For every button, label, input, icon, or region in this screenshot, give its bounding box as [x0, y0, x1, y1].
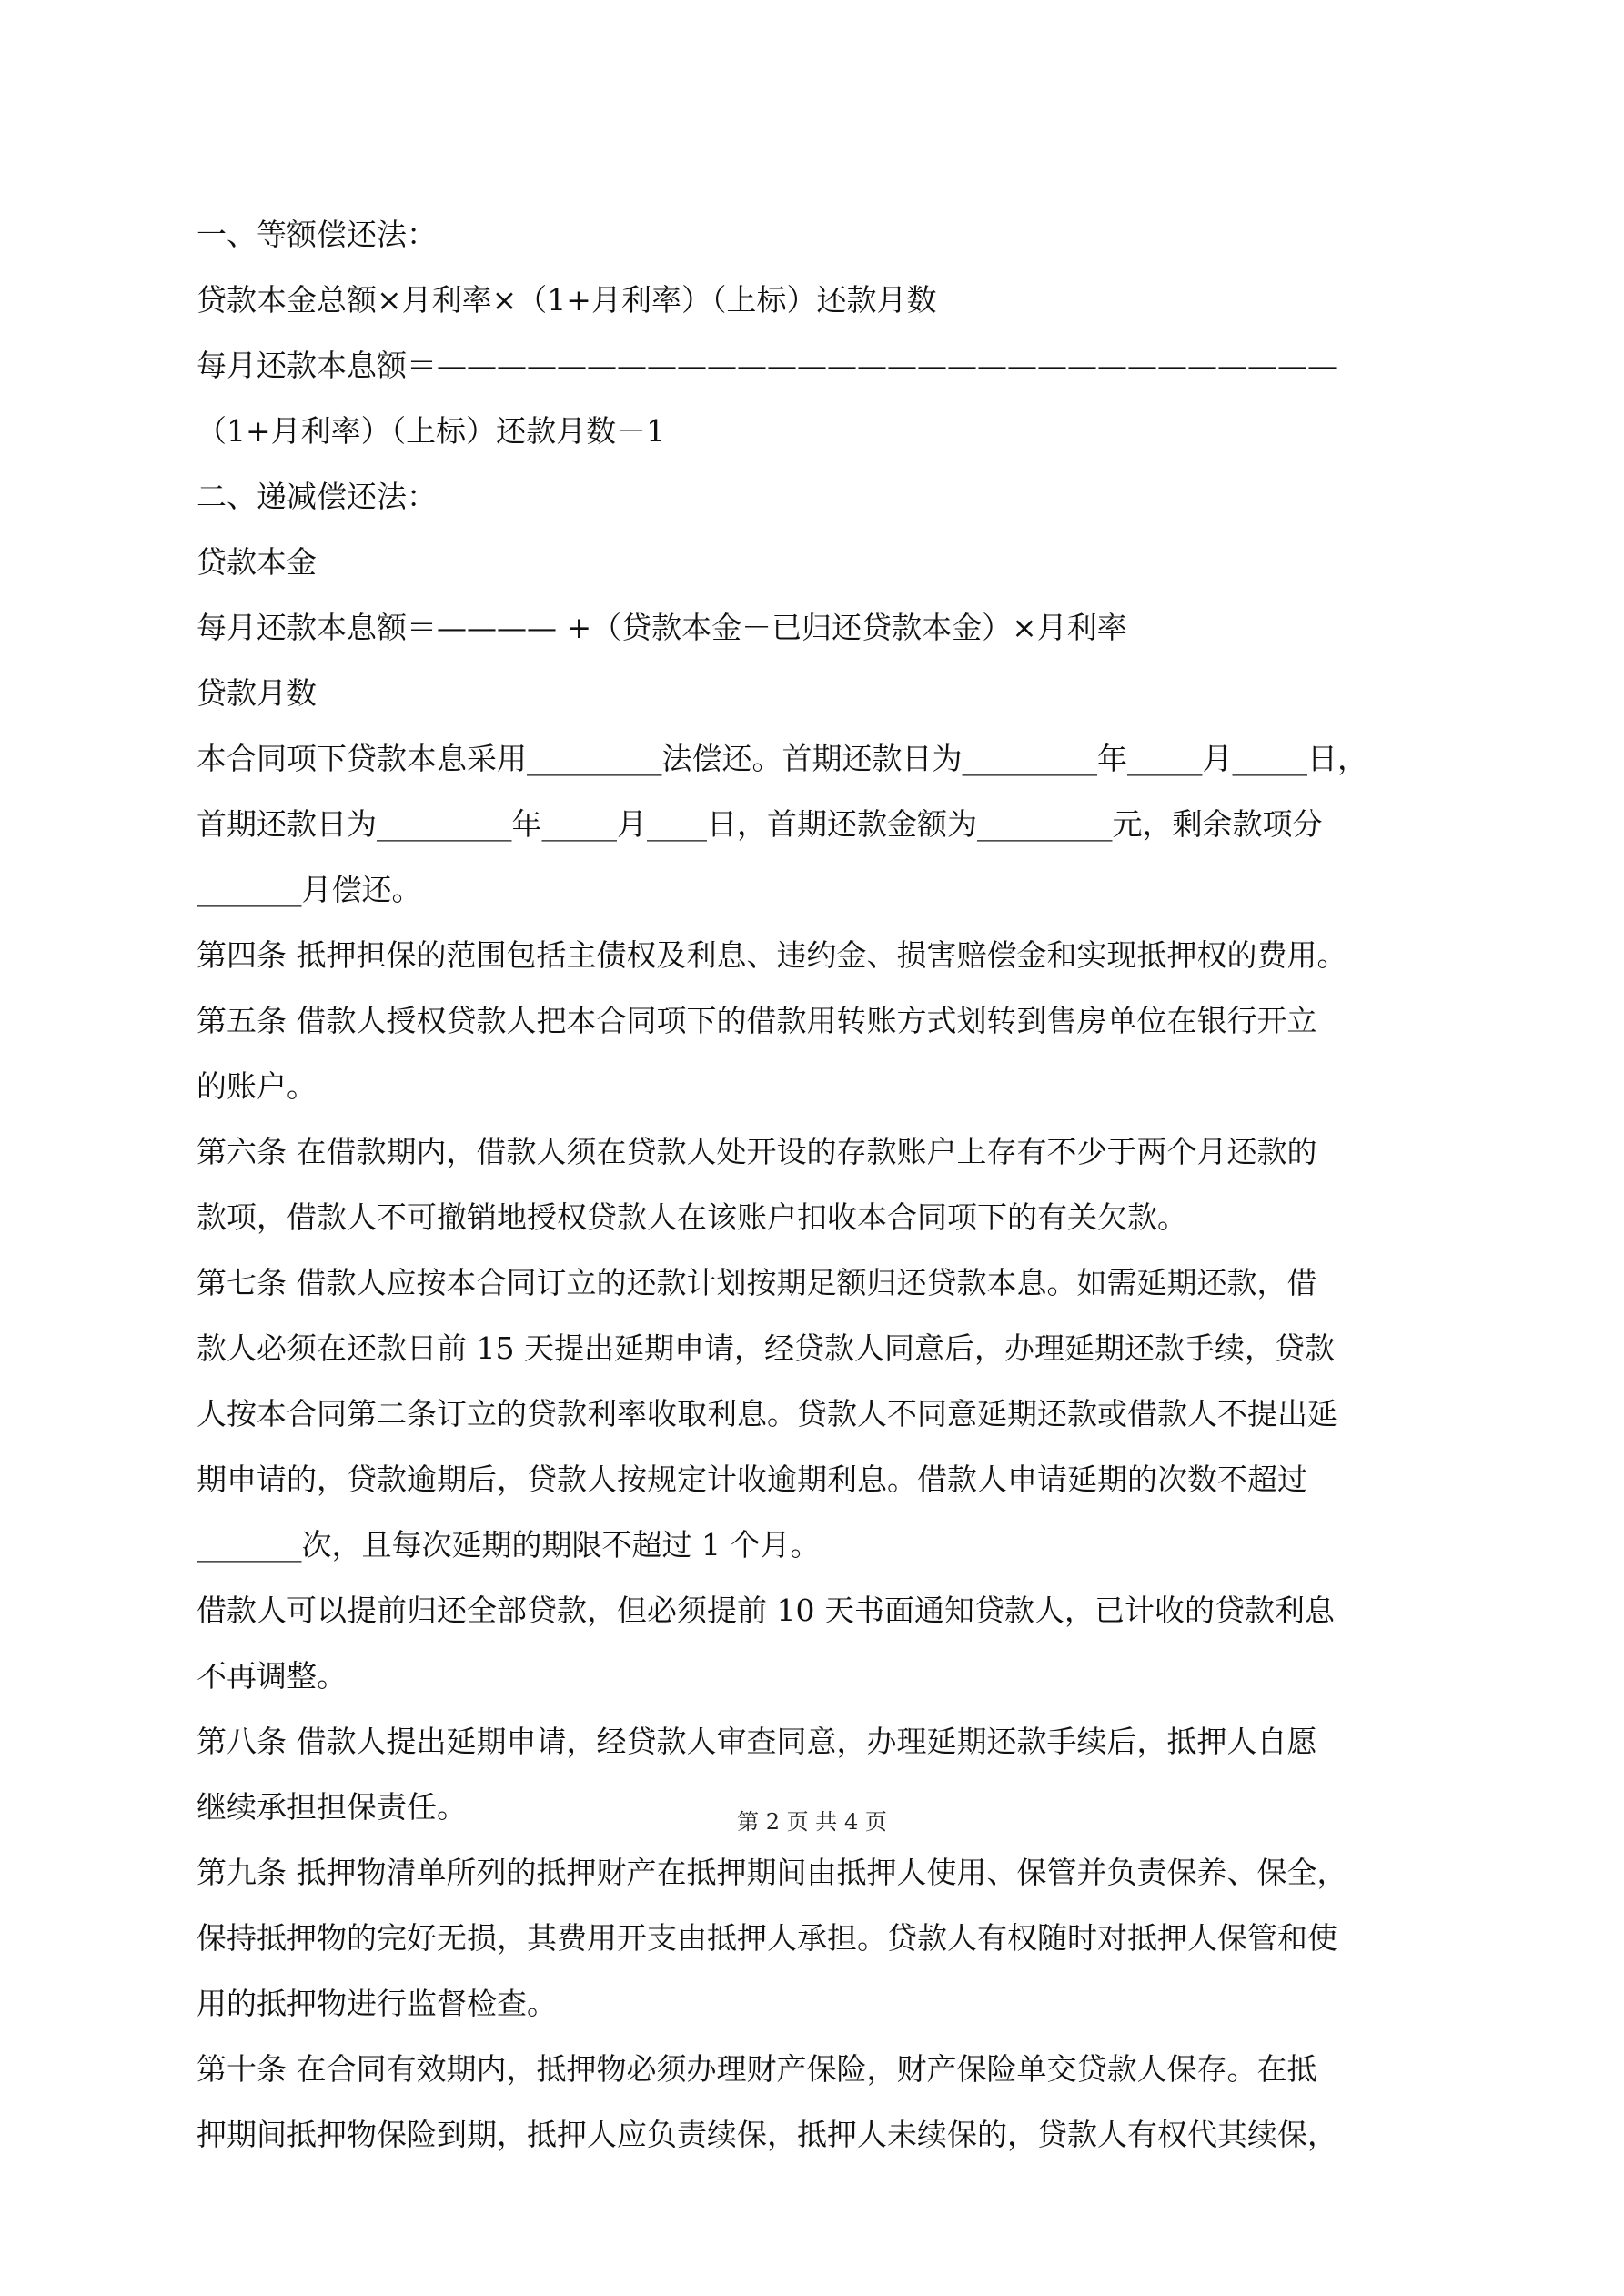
text-line: 款项，借款人不可撤销地授权贷款人在该账户扣收本合同项下的有关欠款。 — [197, 1199, 1187, 1235]
text-line: 第八条 借款人提出延期申请，经贷款人审查同意，办理延期还款手续后，抵押人自愿 — [197, 1724, 1317, 1759]
text-line: 贷款本金总额×月利率×（1+月利率）（上标）还款月数 — [197, 282, 937, 318]
text-line: 第四条 抵押担保的范围包括主债权及利息、违约金、损害赔偿金和实现抵押权的费用。 — [197, 937, 1347, 973]
text-line: 期申请的，贷款逾期后，贷款人按规定计收逾期利息。借款人申请延期的次数不超过 — [197, 1462, 1307, 1497]
text-line: 每月还款本息额＝—————————————————————————————— — [197, 348, 1337, 383]
text-line: 人按本合同第二条订立的贷款利率收取利息。贷款人不同意延期还款或借款人不提出延 — [197, 1396, 1337, 1431]
text-line: 每月还款本息额＝———— +（贷款本金－已归还贷款本金）×月利率 — [197, 610, 1127, 645]
text-line: 继续承担担保责任。 — [197, 1789, 467, 1825]
text-line: 第九条 抵押物清单所列的抵押财产在抵押期间由抵押人使用、保管并负责保养、保全， — [197, 1855, 1347, 1890]
text-line: 首期还款日为_________年_____月____日，首期还款金额为_________元，剩余款项分 — [197, 806, 1323, 842]
text-line: 不再调整。 — [197, 1658, 347, 1694]
text-line: 第六条 在借款期内，借款人须在贷款人处开设的存款账户上存有不少于两个月还款的 — [197, 1134, 1317, 1169]
text-line: 贷款月数 — [197, 675, 317, 711]
text-line: （1+月利率）（上标）还款月数－1 — [197, 413, 666, 449]
text-line: _______月偿还。 — [197, 872, 422, 907]
text-line: 借款人可以提前归还全部贷款，但必须提前 10 天书面通知贷款人，已计收的贷款利息 — [197, 1593, 1335, 1628]
text-line: 保持抵押物的完好无损，其费用开支由抵押人承担。贷款人有权随时对抵押人保管和使 — [197, 1920, 1337, 1956]
text-line: 贷款本金 — [197, 544, 317, 580]
text-line: 的账户。 — [197, 1068, 317, 1104]
text-line: 二、递减偿还法： — [197, 479, 437, 514]
text-line: 第五条 借款人授权贷款人把本合同项下的借款用转账方式划转到售房单位在银行开立 — [197, 1003, 1317, 1038]
page-footer: 第 2 页 共 4 页 — [737, 1809, 887, 1835]
text-line: 用的抵押物进行监督检查。 — [197, 1986, 557, 2021]
text-line: _______次，且每次延期的期限不超过 1 个月。 — [197, 1527, 821, 1563]
text-line: 第七条 借款人应按本合同订立的还款计划按期足额归还贷款本息。如需延期还款，借 — [197, 1265, 1317, 1300]
text-line: 押期间抵押物保险到期，抵押人应负责续保，抵押人未续保的，贷款人有权代其续保， — [197, 2117, 1337, 2152]
text-line: 第十条 在合同有效期内，抵押物必须办理财产保险，财产保险单交贷款人保存。在抵 — [197, 2051, 1317, 2087]
document-body — [197, 202, 1457, 2168]
text-line: 本合同项下贷款本息采用_________法偿还。首期还款日为_________年_____月_____日， — [197, 741, 1367, 776]
text-line: 一、等额偿还法： — [197, 217, 437, 252]
text-line: 款人必须在还款日前 15 天提出延期申请，经贷款人同意后，办理延期还款手续，贷款 — [197, 1330, 1335, 1366]
